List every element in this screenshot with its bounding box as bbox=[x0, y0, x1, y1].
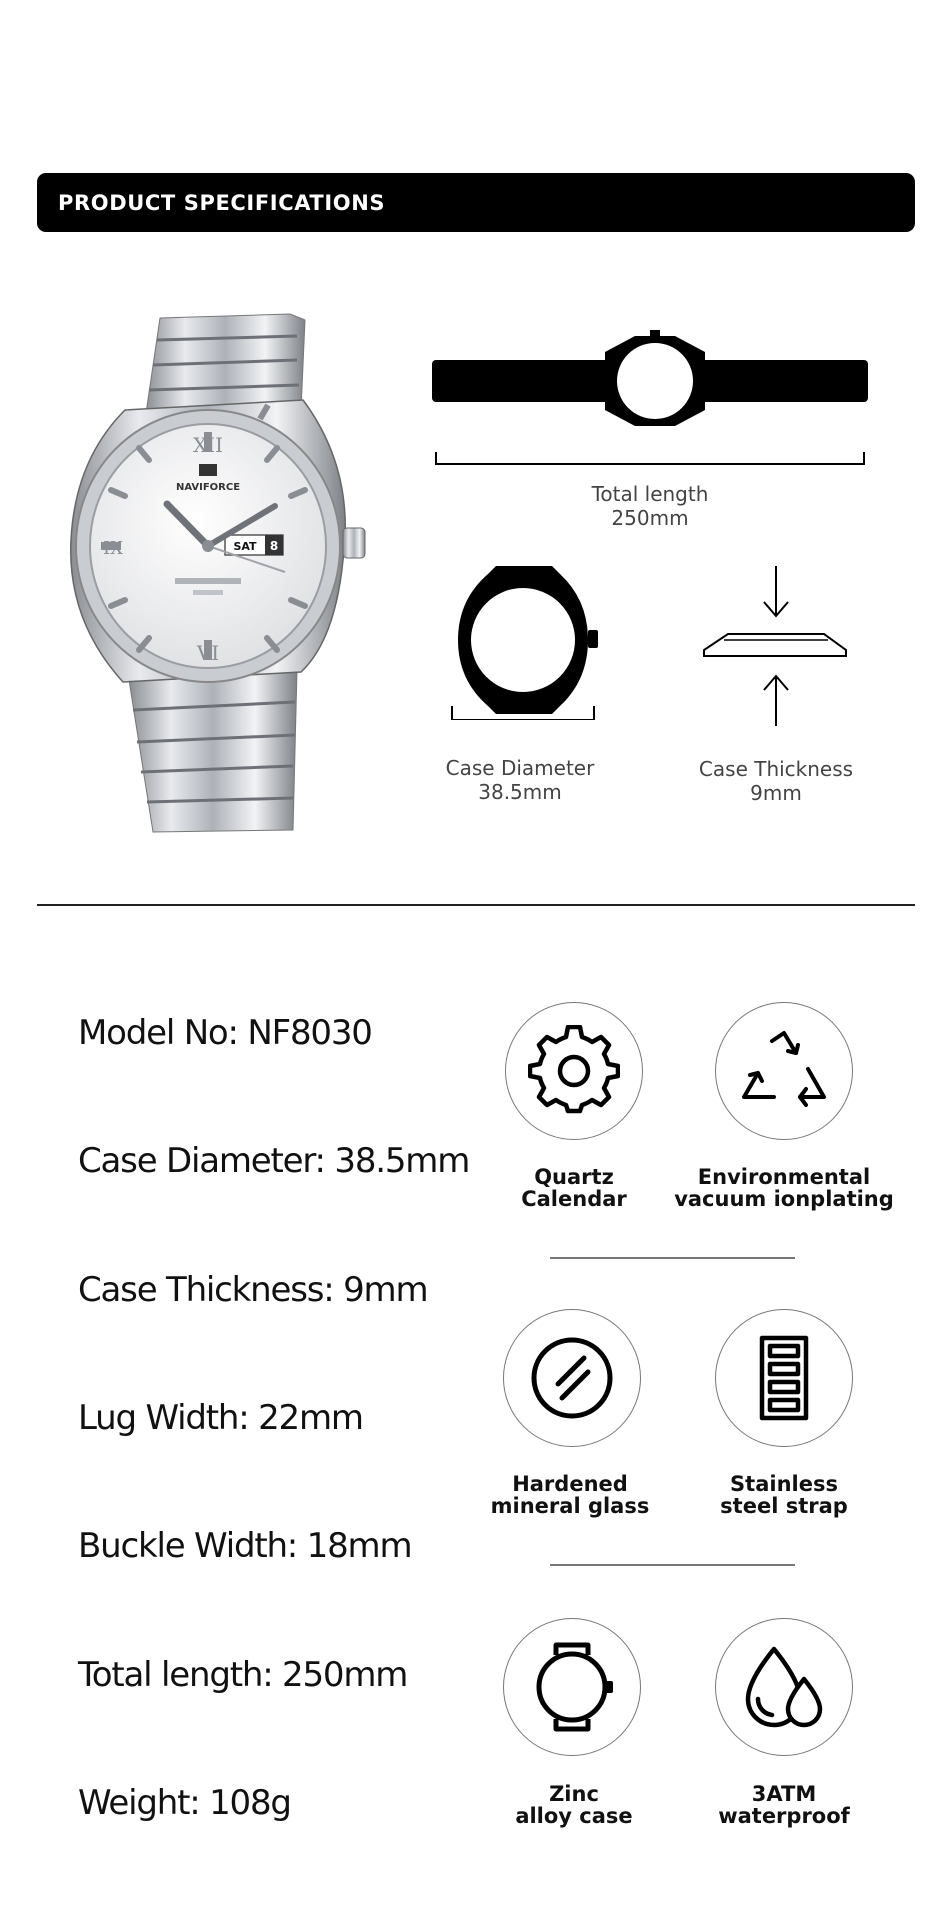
glass-icon bbox=[526, 1332, 618, 1424]
total-length-value: 250mm bbox=[611, 506, 689, 530]
watch-date-text: 8 bbox=[269, 539, 279, 553]
steel-strap-line2: steel strap bbox=[720, 1494, 848, 1518]
spec-case-diameter: Case Diameter: 38.5mm bbox=[78, 1141, 470, 1181]
zinc-alloy-case-line2: alloy case bbox=[515, 1804, 633, 1828]
mineral-glass-line1: Hardened bbox=[512, 1472, 628, 1496]
mineral-glass-line2: mineral glass bbox=[490, 1494, 650, 1518]
case-diameter-diagram bbox=[448, 560, 608, 720]
spec-buckle-width: Buckle Width: 18mm bbox=[78, 1526, 412, 1566]
watch-brand-text: NAVIFORCE bbox=[175, 482, 241, 493]
strap-icon bbox=[738, 1332, 830, 1424]
product-specifications-banner bbox=[37, 173, 915, 232]
environmental-ionplating-line1: Environmental bbox=[697, 1165, 871, 1189]
zinc-alloy-case-line1: Zinc bbox=[549, 1782, 599, 1806]
environmental-ionplating-badge bbox=[715, 1002, 853, 1140]
svg-text:IX: IX bbox=[103, 538, 123, 559]
case-thickness-label: Case Thickness bbox=[698, 757, 854, 781]
spec-model-no: Model No: NF8030 bbox=[78, 1013, 372, 1053]
zinc-alloy-case-badge bbox=[503, 1618, 641, 1756]
steel-strap-badge bbox=[715, 1309, 853, 1447]
watch-product-image bbox=[65, 310, 375, 840]
quartz-calendar-line1: Quartz bbox=[534, 1165, 614, 1189]
spec-total-length: Total length: 250mm bbox=[78, 1655, 408, 1695]
mineral-glass-label bbox=[470, 1473, 670, 1517]
case-thickness-caption bbox=[676, 757, 876, 805]
watch-day-text: SAT bbox=[233, 540, 257, 553]
total-length-caption bbox=[530, 482, 770, 530]
waterproof-label bbox=[684, 1783, 884, 1827]
mineral-glass-badge bbox=[503, 1309, 641, 1447]
waterproof-line2: waterproof bbox=[718, 1804, 850, 1828]
environmental-ionplating-label bbox=[674, 1166, 894, 1210]
environmental-ionplating-line2: vacuum ionplating bbox=[674, 1187, 894, 1211]
feature-separator-1 bbox=[550, 1257, 795, 1259]
spec-lug-width: Lug Width: 22mm bbox=[78, 1398, 363, 1438]
zinc-alloy-case-label bbox=[474, 1783, 674, 1827]
quartz-calendar-badge bbox=[505, 1002, 643, 1140]
total-length-label: Total length bbox=[591, 482, 709, 506]
total-length-diagram bbox=[430, 330, 870, 470]
quartz-calendar-label bbox=[474, 1166, 674, 1210]
case-thickness-diagram bbox=[700, 560, 860, 730]
svg-text:XII: XII bbox=[192, 433, 224, 457]
case-diameter-value: 38.5mm bbox=[478, 780, 562, 804]
waterproof-badge bbox=[715, 1618, 853, 1756]
svg-text:VI: VI bbox=[196, 641, 220, 665]
watch-case-icon bbox=[526, 1641, 618, 1733]
quartz-calendar-line2: Calendar bbox=[521, 1187, 627, 1211]
case-diameter-caption bbox=[420, 756, 620, 804]
water-drops-icon bbox=[738, 1641, 830, 1733]
feature-separator-2 bbox=[550, 1564, 795, 1566]
spec-weight: Weight: 108g bbox=[78, 1783, 291, 1823]
banner-title: PRODUCT SPECIFICATIONS bbox=[58, 190, 386, 215]
steel-strap-label bbox=[684, 1473, 884, 1517]
spec-case-thickness: Case Thickness: 9mm bbox=[78, 1270, 428, 1310]
steel-strap-line1: Stainless bbox=[730, 1472, 838, 1496]
case-thickness-value: 9mm bbox=[750, 781, 802, 805]
recycle-icon bbox=[738, 1025, 830, 1117]
waterproof-line1: 3ATM bbox=[751, 1782, 817, 1806]
gear-icon bbox=[528, 1025, 620, 1117]
case-diameter-label: Case Diameter bbox=[445, 756, 595, 780]
section-divider bbox=[37, 904, 915, 906]
